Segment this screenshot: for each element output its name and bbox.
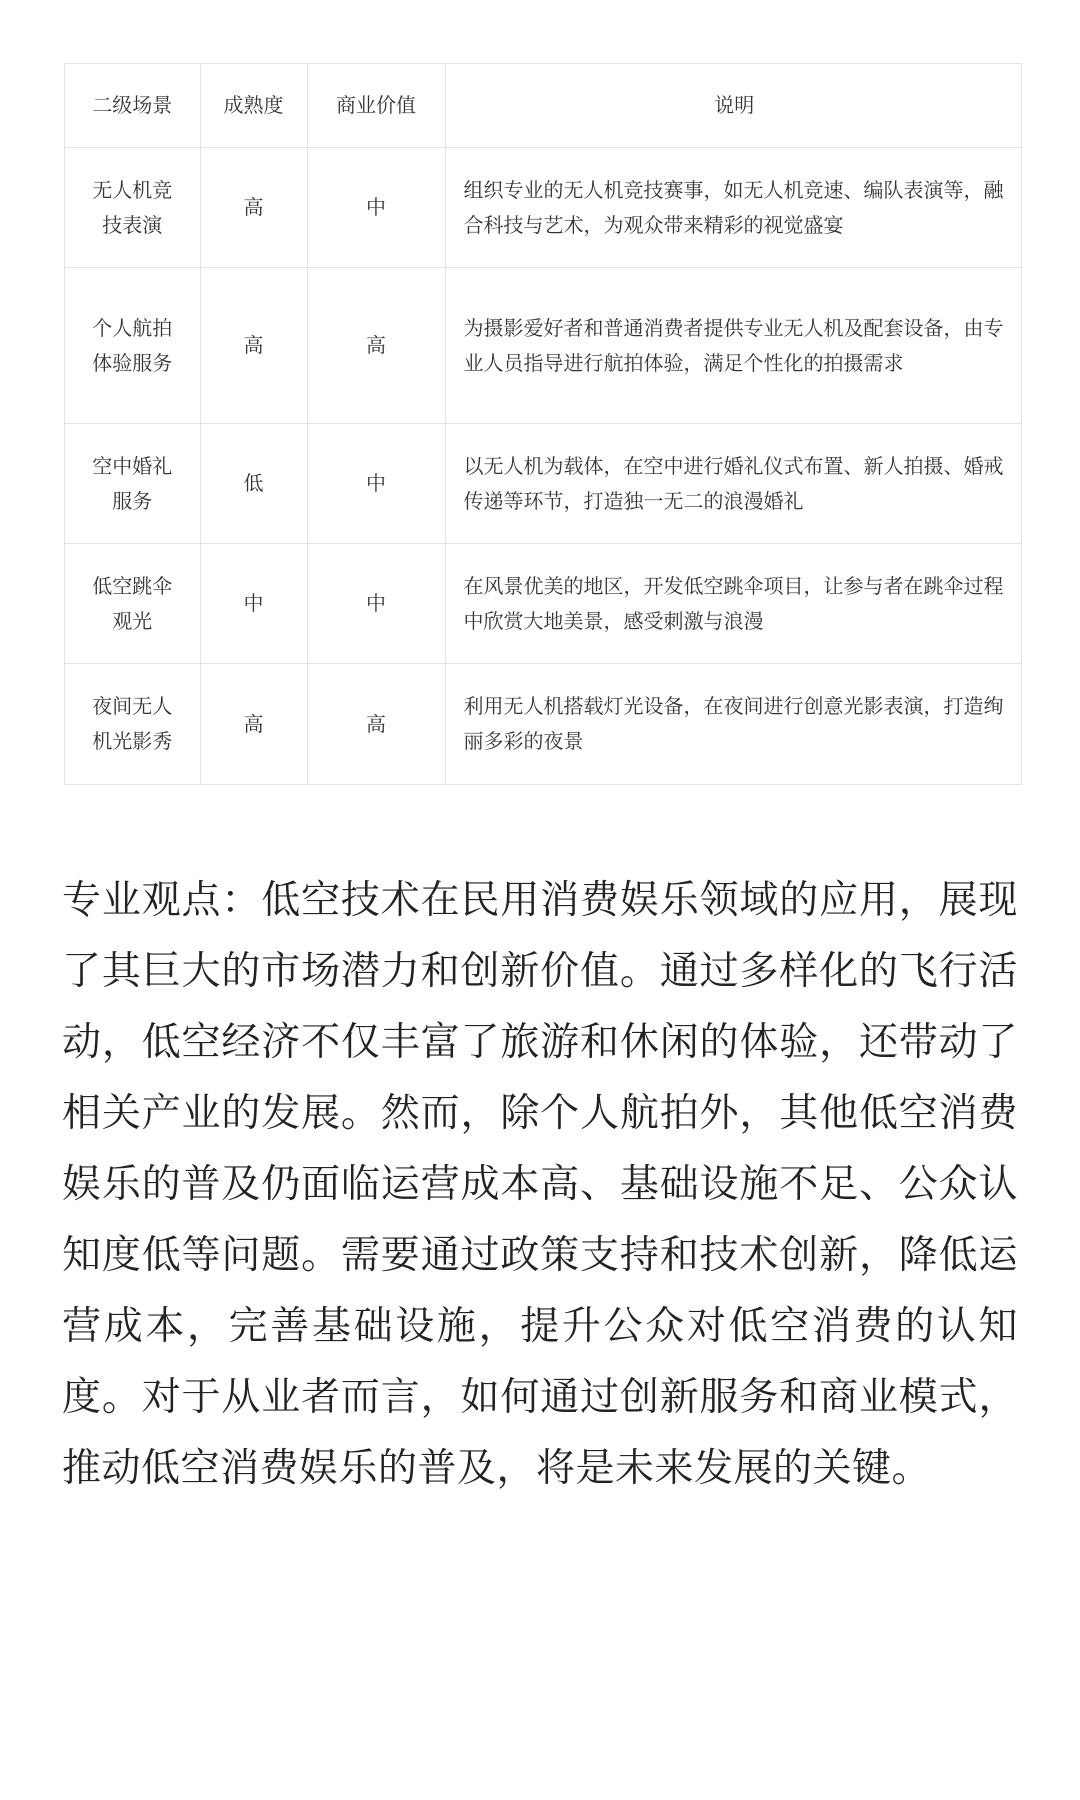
cell-description: 以无人机为载体，在空中进行婚礼仪式布置、新人拍摄、婚戒传递等环节，打造独一无二的浪漫婚礼 (445, 424, 1022, 544)
cell-maturity: 高 (200, 664, 307, 785)
table-row (65, 544, 1022, 664)
table-row (65, 424, 1022, 544)
table-header-row (65, 64, 1022, 148)
cell-maturity: 高 (200, 148, 307, 268)
cell-description: 利用无人机搭载灯光设备，在夜间进行创意光影表演，打造绚丽多彩的夜景 (445, 664, 1022, 785)
cell-scene: 个人航拍体验服务 (65, 268, 200, 424)
scenario-table-container (64, 63, 1022, 785)
header-scene: 二级场景 (65, 64, 200, 148)
cell-maturity: 中 (200, 544, 307, 664)
cell-business-value: 高 (307, 268, 445, 424)
cell-business-value: 中 (307, 424, 445, 544)
cell-description: 在风景优美的地区，开发低空跳伞项目，让参与者在跳伞过程中欣赏大地美景，感受刺激与浪漫 (445, 544, 1022, 664)
cell-scene: 无人机竞技表演 (65, 148, 200, 268)
header-maturity: 成熟度 (200, 64, 307, 148)
table-row (65, 148, 1022, 268)
cell-description: 为摄影爱好者和普通消费者提供专业无人机及配套设备，由专业人员指导进行航拍体验，满足个性化的拍摄需求 (445, 268, 1022, 424)
cell-business-value: 中 (307, 148, 445, 268)
cell-business-value: 高 (307, 664, 445, 785)
header-business-value: 商业价值 (307, 64, 445, 148)
cell-maturity: 低 (200, 424, 307, 544)
scenario-table (65, 64, 1022, 785)
table-row (65, 268, 1022, 424)
cell-description: 组织专业的无人机竞技赛事，如无人机竞速、编队表演等，融合科技与艺术，为观众带来精彩的视觉盛宴 (445, 148, 1022, 268)
cell-scene: 空中婚礼服务 (65, 424, 200, 544)
cell-business-value: 中 (307, 544, 445, 664)
cell-scene: 夜间无人机光影秀 (65, 664, 200, 785)
expert-opinion-paragraph: 专业观点：低空技术在民用消费娱乐领域的应用，展现了其巨大的市场潜力和创新价值。通过多样化的飞行活动，低空经济不仅丰富了旅游和休闲的体验，还带动了相关产业的发展。然而，除个人航拍外，其他低空消费娱乐的普及仍面临运营成本高、基础设施不足、公众认知度低等问题。需要通过政策支持和技术创新，降低运营成本，完善基础设施，提升公众对低空消费的认知度。对于从业者而言，如何通过创新服务和商业模式，推动低空消费娱乐的普及，将是未来发展的关键。 (62, 878, 1018, 1491)
cell-maturity: 高 (200, 268, 307, 424)
cell-scene: 低空跳伞观光 (65, 544, 200, 664)
header-description: 说明 (445, 64, 1022, 148)
table-row (65, 664, 1022, 785)
